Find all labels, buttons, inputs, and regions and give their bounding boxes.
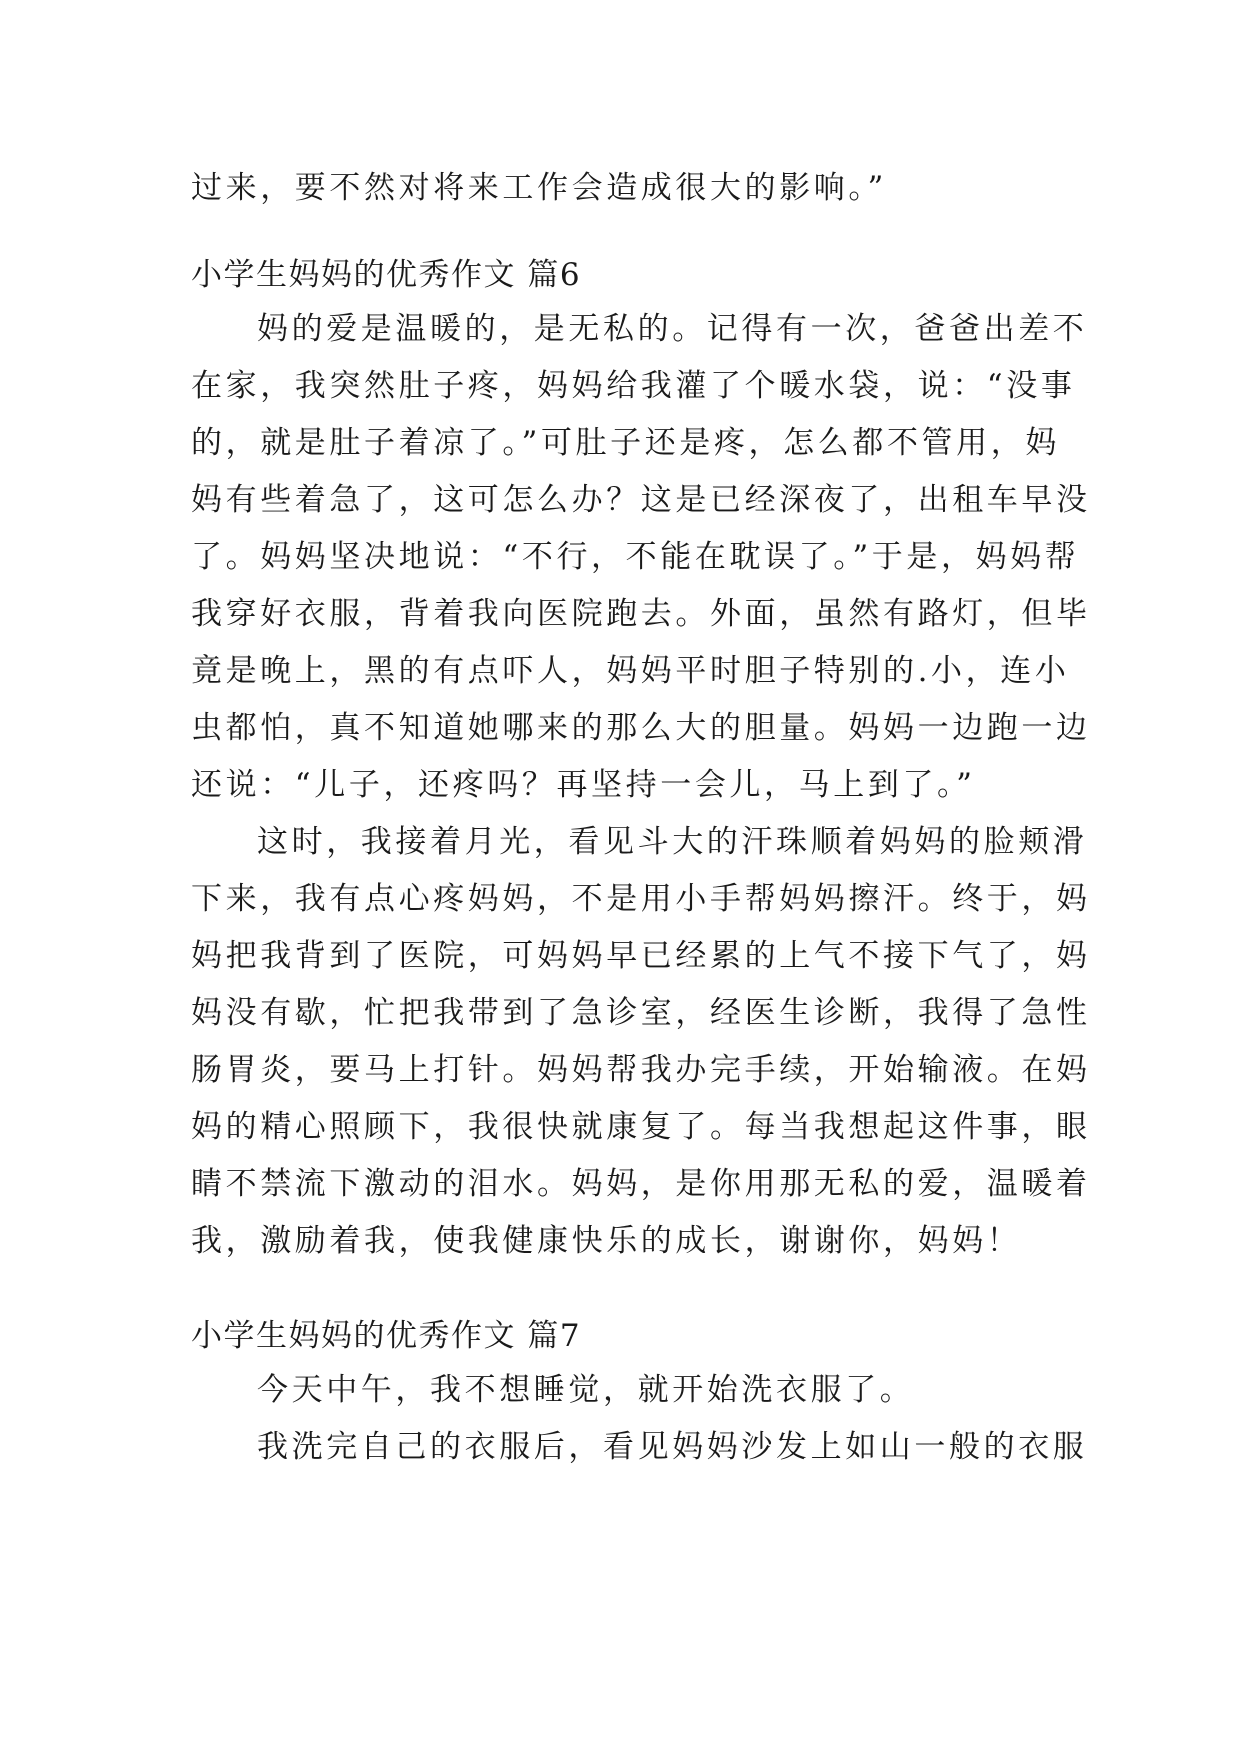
text-line: 过来，要不然对将来工作会造成很大的影响。”: [191, 170, 887, 206]
text-line: 我，激励着我，使我健康快乐的成长，谢谢你，妈妈！: [191, 1223, 1022, 1259]
section-heading: 小学生妈妈的优秀作文 篇7: [191, 1318, 582, 1354]
text-line: 妈有些着急了，这可怎么办？这是已经深夜了，出租车早没: [191, 482, 1091, 518]
text-line: 睛不禁流下激动的泪水。妈妈，是你用那无私的爱，温暖着: [191, 1166, 1091, 1202]
text-line: 还说：“儿子，还疼吗？再坚持一会儿，马上到了。”: [191, 767, 976, 803]
text-line: 的，就是肚子着凉了。”可肚子还是疼，怎么都不管用，妈: [191, 425, 1060, 461]
text-line: 我洗完自己的衣服后，看见妈妈沙发上如山一般的衣服: [257, 1429, 1088, 1465]
text-line: 在家，我突然肚子疼，妈妈给我灌了个暖水袋，说：“没事: [191, 368, 1076, 404]
text-line: 今天中午，我不想睡觉，就开始洗衣服了。: [257, 1372, 915, 1408]
text-line: 妈的精心照顾下，我很快就康复了。每当我想起这件事，眼: [191, 1109, 1091, 1145]
text-line: 我穿好衣服，背着我向医院跑去。外面，虽然有路灯，但毕: [191, 596, 1091, 632]
section-heading: 小学生妈妈的优秀作文 篇6: [191, 257, 582, 293]
text-line: 肠胃炎，要马上打针。妈妈帮我办完手续，开始输液。在妈: [191, 1052, 1091, 1088]
text-line: 了。妈妈坚决地说：“不行，不能在耽误了。”于是，妈妈帮: [191, 539, 1080, 575]
text-line: 妈的爱是温暖的，是无私的。记得有一次，爸爸出差不: [257, 311, 1088, 347]
text-line: 这时，我接着月光，看见斗大的汗珠顺着妈妈的脸颊滑: [257, 824, 1088, 860]
text-line: 竟是晚上，黑的有点吓人，妈妈平时胆子特别的.小，连小: [191, 653, 1070, 689]
text-line: 妈把我背到了医院，可妈妈早已经累的上气不接下气了，妈: [191, 938, 1091, 974]
text-line: 妈没有歇，忙把我带到了急诊室，经医生诊断，我得了急性: [191, 995, 1091, 1031]
text-line: 虫都怕，真不知道她哪来的那么大的胆量。妈妈一边跑一边: [191, 710, 1091, 746]
text-line: 下来，我有点心疼妈妈，不是用小手帮妈妈擦汗。终于，妈: [191, 881, 1091, 917]
